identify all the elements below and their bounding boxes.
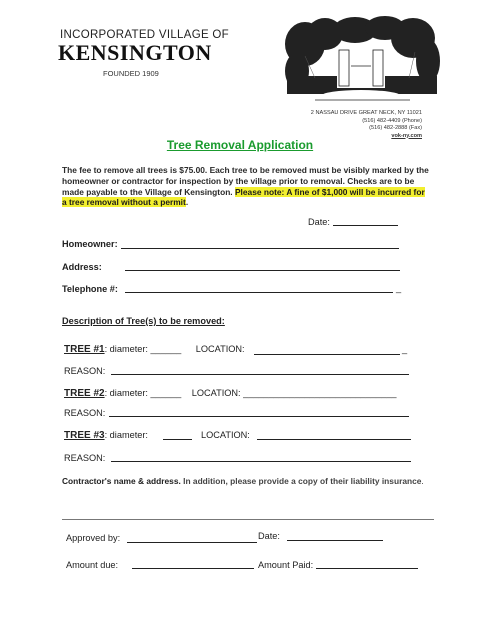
village-name: KENSINGTON [58, 40, 212, 65]
amount-paid-field[interactable] [316, 568, 418, 569]
homeowner-label: Homeowner: [62, 239, 118, 249]
tree-1-row [64, 344, 245, 355]
tree-2-diameter-label[interactable]: : diameter: ______ [104, 388, 182, 398]
village-fax: (516) 482-2888 (Fax) [369, 125, 422, 131]
approved-date-label: Date: [258, 531, 280, 541]
tree-3-location-label: LOCATION: [201, 430, 250, 440]
approved-by-field[interactable] [127, 542, 257, 543]
tree-1-location-label: LOCATION: [195, 344, 245, 354]
telephone-label: Telephone #: [62, 284, 118, 294]
address-label: Address: [62, 262, 102, 272]
tree-2-reason-field[interactable] [109, 416, 409, 417]
village-website[interactable]: vok-ny.com [391, 132, 422, 139]
telephone-field[interactable] [125, 292, 393, 293]
description-label: Description of Tree(s) to be removed: [62, 316, 225, 326]
village-contact [311, 110, 422, 140]
amount-due-field[interactable] [132, 568, 254, 569]
form-title: Tree Removal Application [166, 138, 314, 152]
date-label: Date: [308, 217, 330, 227]
tree-3-label: TREE #3 [64, 430, 105, 441]
village-phone: (516) 482-4409 (Phone) [362, 117, 422, 124]
tree-1-location-field[interactable] [254, 354, 400, 355]
amount-due-label: Amount due: [66, 560, 119, 570]
contractor-instructions: Contractor's name & address. In addition, please provide a copy of their liability insurance. [62, 476, 424, 486]
tree-3-location-field[interactable] [257, 439, 411, 440]
tree-1-reason-label: REASON: [64, 366, 106, 376]
approved-by-label: Approved by: [66, 533, 121, 543]
contractor-label: Contractor's name & address. [62, 476, 181, 486]
village-address: 2 NASSAU DRIVE GREAT NECK, NY 11021 [310, 110, 422, 116]
amount-paid-label: Amount Paid: [258, 560, 314, 570]
tree-1-label: TREE #1 [64, 344, 105, 355]
contractor-text: In addition, please provide a copy of their liability insurance [180, 476, 422, 486]
tree-2-reason-label: REASON: [64, 408, 106, 418]
village-subtitle: INCORPORATED VILLAGE OF [60, 29, 229, 41]
village-gate-illustration [285, 16, 440, 106]
tree-3-row [64, 430, 148, 441]
telephone-trail: _ [396, 283, 402, 293]
tree-1-reason-field[interactable] [111, 374, 409, 375]
founded-year: FOUNDED 1909 [103, 69, 159, 78]
tree-3-reason-label: REASON: [64, 453, 106, 463]
tree-3-diameter-label: : diameter: [104, 430, 148, 440]
tree-2-label: TREE #2 [64, 388, 105, 399]
office-use-divider [62, 519, 434, 520]
tree-3-reason-field[interactable] [111, 461, 411, 462]
homeowner-field[interactable] [121, 248, 399, 249]
tree-2-location-label[interactable]: LOCATION: ______________________________ [191, 388, 397, 398]
tree-2-row [64, 388, 396, 399]
tree-1-diameter-label[interactable]: : diameter: ______ [104, 344, 182, 354]
intro-paragraph: The fee to remove all trees is $75.00. Each tree to be removed must be visibly marked by the homeowner or contractor for inspection by the village prior to removal. Checks are to be made payable to the Village of Kensington. Please note: A fine of $1,000 will be incurred for a tree removal without a permit. [62, 165, 429, 208]
approved-date-field[interactable] [287, 540, 383, 541]
address-field[interactable] [125, 270, 400, 271]
tree-3-diameter-field[interactable] [163, 439, 192, 440]
date-field[interactable] [333, 225, 398, 226]
tree-1-trail: _ [402, 344, 408, 354]
fine-notice: Please note: A fine of $1,000 will be incurred for a tree removal without a permit [62, 186, 425, 208]
intro-text: The fee to remove all trees is $75.00. Each tree to be removed must be visibly marked by the homeowner or contractor for inspection by the village prior to removal. Checks are to be made payable to the Village of Kensington. [62, 165, 429, 197]
